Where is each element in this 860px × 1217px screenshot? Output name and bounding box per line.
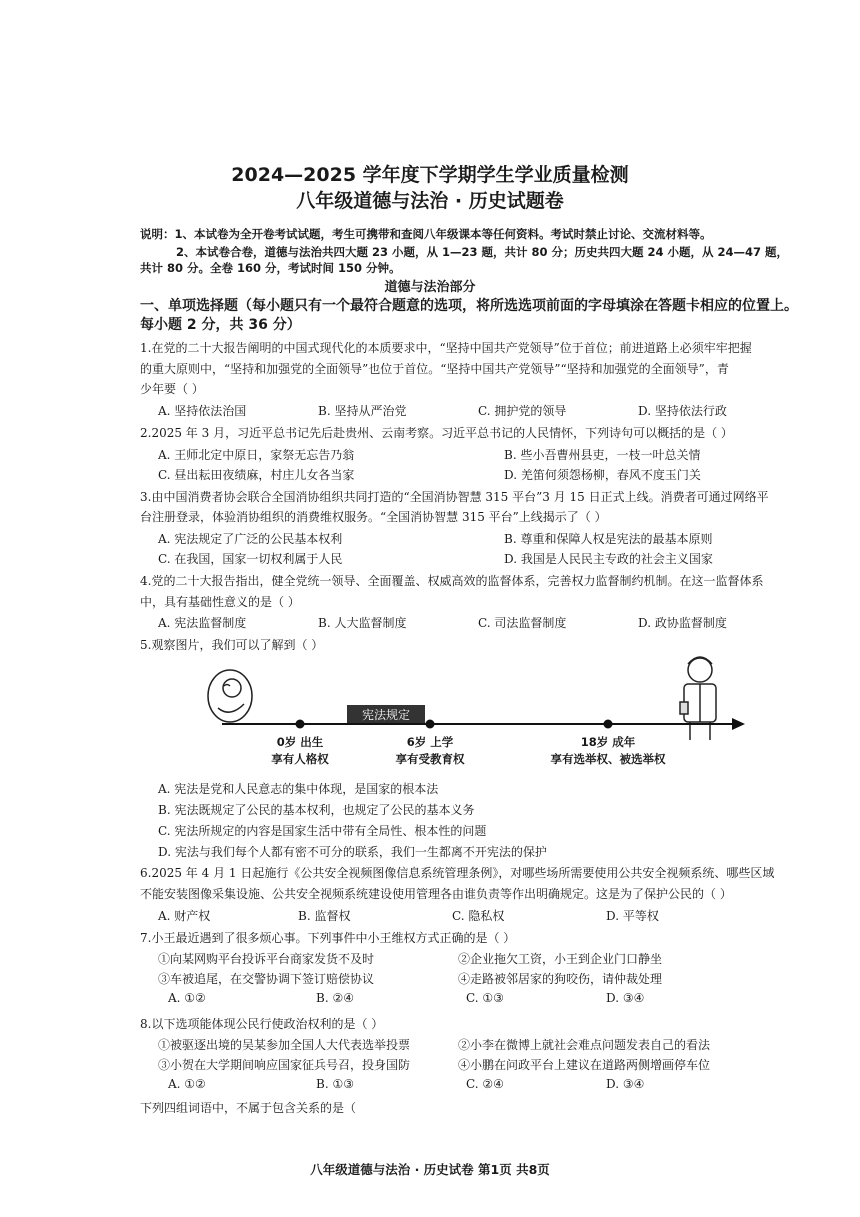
section-title: 道德与法治部分 bbox=[384, 280, 476, 295]
option-d: D. 羌笛何须怨杨柳，春风不度玉门关 bbox=[504, 468, 701, 482]
option-b: B. ②④ bbox=[316, 991, 354, 1005]
option-d: D. ③④ bbox=[606, 991, 645, 1005]
instruction-line: 2、本试卷合卷，道德与法治共四大题 23 小题，从 1—23 题，共计 80 分；历史共四大题 24 小题，从 24—47 题， bbox=[176, 245, 789, 259]
option-c: C. ②④ bbox=[466, 1077, 504, 1091]
option-a: A. 坚持依法治国 bbox=[158, 404, 247, 418]
timeline-figure bbox=[200, 650, 760, 770]
question-text: 不能安装图像采集设施、公共安全视频系统建设使用管理各由谁负责等作出明确规定。这是为了保护公民的（ ） bbox=[140, 887, 732, 901]
option-a: A. ①② bbox=[168, 1077, 206, 1091]
option-a: A. 宪法监督制度 bbox=[158, 616, 247, 630]
timeline-age-school: 6岁 上学 bbox=[406, 735, 454, 749]
question-text: 少年要（ ） bbox=[140, 382, 204, 396]
option-c: C. 在我国，国家一切权利属于人民 bbox=[158, 552, 343, 566]
option-d: D. 坚持依法行政 bbox=[638, 404, 727, 418]
statement-4: ④走路被邻居家的狗咬伤，请仲裁处理 bbox=[458, 972, 663, 986]
question-text: 8.以下选项能体现公民行使政治权利的是（ ） bbox=[140, 1017, 384, 1031]
statement-3: ③小贺在大学期间响应国家征兵号召，投身国防 bbox=[158, 1058, 411, 1072]
question-text: 6.2025 年 4 月 1 日起施行《公共安全视频图像信息系统管理条例》，对哪些场所需要使用公共安全视频系统、哪些区域 bbox=[140, 866, 775, 880]
option-b: B. ①③ bbox=[316, 1077, 354, 1091]
page-footer: 八年级道德与法治 · 历史试卷 第1页 共8页 bbox=[310, 1162, 550, 1177]
timeline-age-adult: 18岁 成年 bbox=[580, 735, 636, 749]
timeline-right-birth: 享有人格权 bbox=[271, 752, 329, 766]
statement-3: ③车被追尾，在交警协调下签订赔偿协议 bbox=[158, 972, 375, 986]
instruction-line: 共计 80 分。全卷 160 分，考试时间 150 分钟。 bbox=[140, 261, 401, 275]
timeline-banner: 宪法规定 bbox=[361, 708, 410, 722]
option-d: D. 宪法与我们每个人都有密不可分的联系，我们一生都离不开宪法的保护 bbox=[158, 845, 547, 859]
option-b: B. 监督权 bbox=[298, 909, 351, 923]
title-line-2: 八年级道德与法治 · 历史试题卷 bbox=[296, 190, 564, 212]
question-text: 7.小王最近遇到了很多烦心事。下列事件中小王维权方式正确的是（ ） bbox=[140, 931, 516, 945]
option-a: A. ①② bbox=[168, 991, 206, 1005]
question-text: 中，具有基础性意义的是（ ） bbox=[140, 595, 300, 609]
option-a: A. 宪法是党和人民意志的集中体现，是国家的根本法 bbox=[158, 782, 439, 796]
statement-1: ①向某网购平台投诉平台商家发货不及时 bbox=[158, 952, 375, 966]
part-heading: 每小题 2 分，共 36 分） bbox=[140, 317, 301, 333]
baby-illustration bbox=[208, 670, 252, 722]
option-b: B. 宪法既规定了公民的基本权利，也规定了公民的基本义务 bbox=[158, 803, 475, 817]
option-c: C. 拥护党的领导 bbox=[478, 404, 567, 418]
option-b: B. 人大监督制度 bbox=[318, 616, 407, 630]
option-b: B. 些小吾曹州县吏，一枝一叶总关情 bbox=[504, 448, 701, 462]
option-c: C. 宪法所规定的内容是国家生活中带有全局性、根本性的问题 bbox=[158, 824, 487, 838]
option-d: D. ③④ bbox=[606, 1077, 645, 1091]
statement-4: ④小鹏在问政平台上建议在道路两侧增画停车位 bbox=[458, 1058, 711, 1072]
question-text: 的重大原则中，“坚持和加强党的全面领导”也位于首位。“坚持中国共产党领导”“坚持和加强党的全面领导”，青 bbox=[140, 362, 729, 376]
question-text: 3.由中国消费者协会联合全国消协组织共同打造的“全国消协智慧 315 平台”3 月 15 日正式上线。消费者可通过网络平 bbox=[140, 490, 769, 504]
option-c: C. ①③ bbox=[466, 991, 504, 1005]
timeline-age-birth: 0岁 出生 bbox=[276, 735, 324, 749]
option-c: C. 隐私权 bbox=[452, 909, 505, 923]
question-text: 1.在党的二十大报告阐明的中国式现代化的本质要求中，“坚持中国共产党领导”位于首位；前进道路上必须牢牢把握 bbox=[140, 341, 752, 355]
option-a: A. 王师北定中原日，家祭无忘告乃翁 bbox=[158, 448, 355, 462]
instruction-line: 说明：1、本试卷为全开卷考试试题，考生可携带和查阅八年级课本等任何资料。考试时禁止讨论、交流材料等。 bbox=[140, 227, 712, 241]
question-text: 5.观察图片，我们可以了解到（ ） bbox=[140, 638, 324, 652]
option-c: C. 昼出耘田夜绩麻，村庄儿女各当家 bbox=[158, 468, 355, 482]
option-d: D. 我国是人民民主专政的社会主义国家 bbox=[504, 552, 713, 566]
statement-1: ①被驱逐出境的吴某参加全国人大代表选举投票 bbox=[158, 1038, 411, 1052]
option-d: D. 平等权 bbox=[606, 909, 659, 923]
option-b: B. 坚持从严治党 bbox=[318, 404, 407, 418]
option-a: A. 财产权 bbox=[158, 909, 211, 923]
adult-illustration bbox=[680, 657, 716, 740]
title-line-1: 2024—2025 学年度下学期学生学业质量检测 bbox=[231, 164, 629, 186]
question-text: 台注册登录，体验消协组织的消费维权服务。“全国消协智慧 315 平台”上线揭示了（ ） bbox=[140, 510, 607, 524]
option-d: D. 政协监督制度 bbox=[638, 616, 727, 630]
timeline-right-adult: 享有选举权、被选举权 bbox=[550, 752, 666, 766]
question-text: 2.2025 年 3 月，习近平总书记先后赴贵州、云南考察。习近平总书记的人民情怀，下列诗句可以概括的是（ ） bbox=[140, 426, 733, 440]
option-c: C. 司法监督制度 bbox=[478, 616, 567, 630]
statement-2: ②小李在微博上就社会难点问题发表自己的看法 bbox=[458, 1038, 711, 1052]
question-9-text: 下列四组词语中，不属于包含关系的是（ bbox=[140, 1101, 357, 1115]
timeline-right-school: 享有受教育权 bbox=[395, 752, 465, 766]
statement-2: ②企业拖欠工资，小王到企业门口静坐 bbox=[458, 952, 663, 966]
option-a: A. 宪法规定了广泛的公民基本权利 bbox=[158, 532, 343, 546]
option-b: B. 尊重和保障人权是宪法的最基本原则 bbox=[504, 532, 713, 546]
question-text: 4.党的二十大报告指出，健全党统一领导、全面覆盖、权威高效的监督体系，完善权力监督制约机制。在这一监督体系 bbox=[140, 574, 764, 588]
part-heading: 一、单项选择题（每小题只有一个最符合题意的选项，将所选选项前面的字母填涂在答题卡相应的位置上。 bbox=[140, 298, 798, 314]
